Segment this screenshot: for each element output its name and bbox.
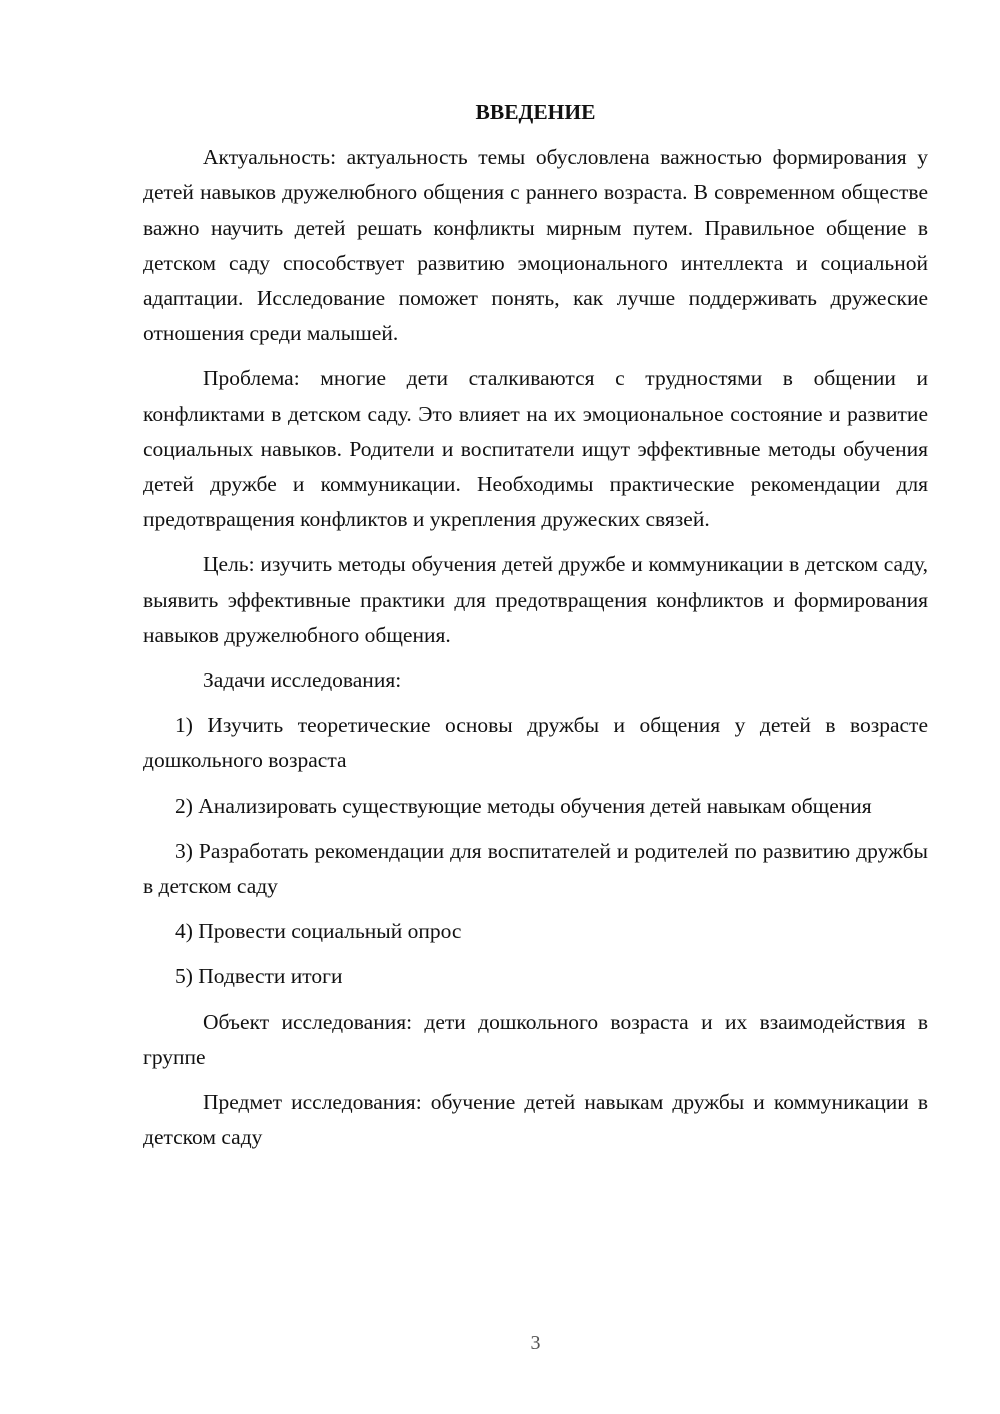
relevance-paragraph: Актуальность: актуальность темы обусловлена важностью формирования у детей навыков дружелюбного общения с раннего возраста. В современном обществе важно научить детей решать конфликты мирным путем. Правильное общение в детском саду способствует развитию эмоционального интеллекта и социальной адаптации. Исследование поможет понять, как лучше поддерживать дружеские отношения среди малышей. (143, 145, 928, 346)
task-item: 4) Провести социальный опрос (175, 919, 462, 944)
task-item: 3) Разработать рекомендации для воспитателей и родителей по развитию дружбы в детском саду (143, 838, 928, 899)
task-item: 1) Изучить теоретические основы дружбы и общения у детей в возрасте дошкольного возраста (143, 713, 928, 773)
goal-paragraph: Цель: изучить методы обучения детей дружбе и коммуникации в детском саду, выявить эффективные практики для предотвращения конфликтов и формирования навыков дружелюбного общения. (143, 552, 928, 647)
page-number: 3 (530, 1332, 541, 1354)
research-object-paragraph: Объект исследования: дети дошкольного возраста и их взаимодействия в группе (143, 1009, 928, 1069)
page-content (143, 95, 928, 1165)
page-title: ВВЕДЕНИЕ (475, 100, 596, 124)
problem-paragraph: Проблема: многие дети сталкиваются с трудностями в общении и конфликтами в детском саду. Это влияет на их эмоциональное состояние и развитие социальных навыков. Родители и воспитатели ищут эффективные методы обучения детей дружбе и коммуникации. Необходимы практические рекомендации для предотвращения конфликтов и укрепления дружеских связей. (143, 366, 928, 532)
task-item: 5) Подвести итоги (175, 964, 343, 989)
tasks-heading: Задачи исследования: (203, 668, 402, 693)
task-item: 2) Анализировать существующие методы обучения детей навыкам общения (175, 793, 872, 818)
research-subject-paragraph: Предмет исследования: обучение детей навыкам дружбы и коммуникации в детском саду (143, 1090, 928, 1150)
